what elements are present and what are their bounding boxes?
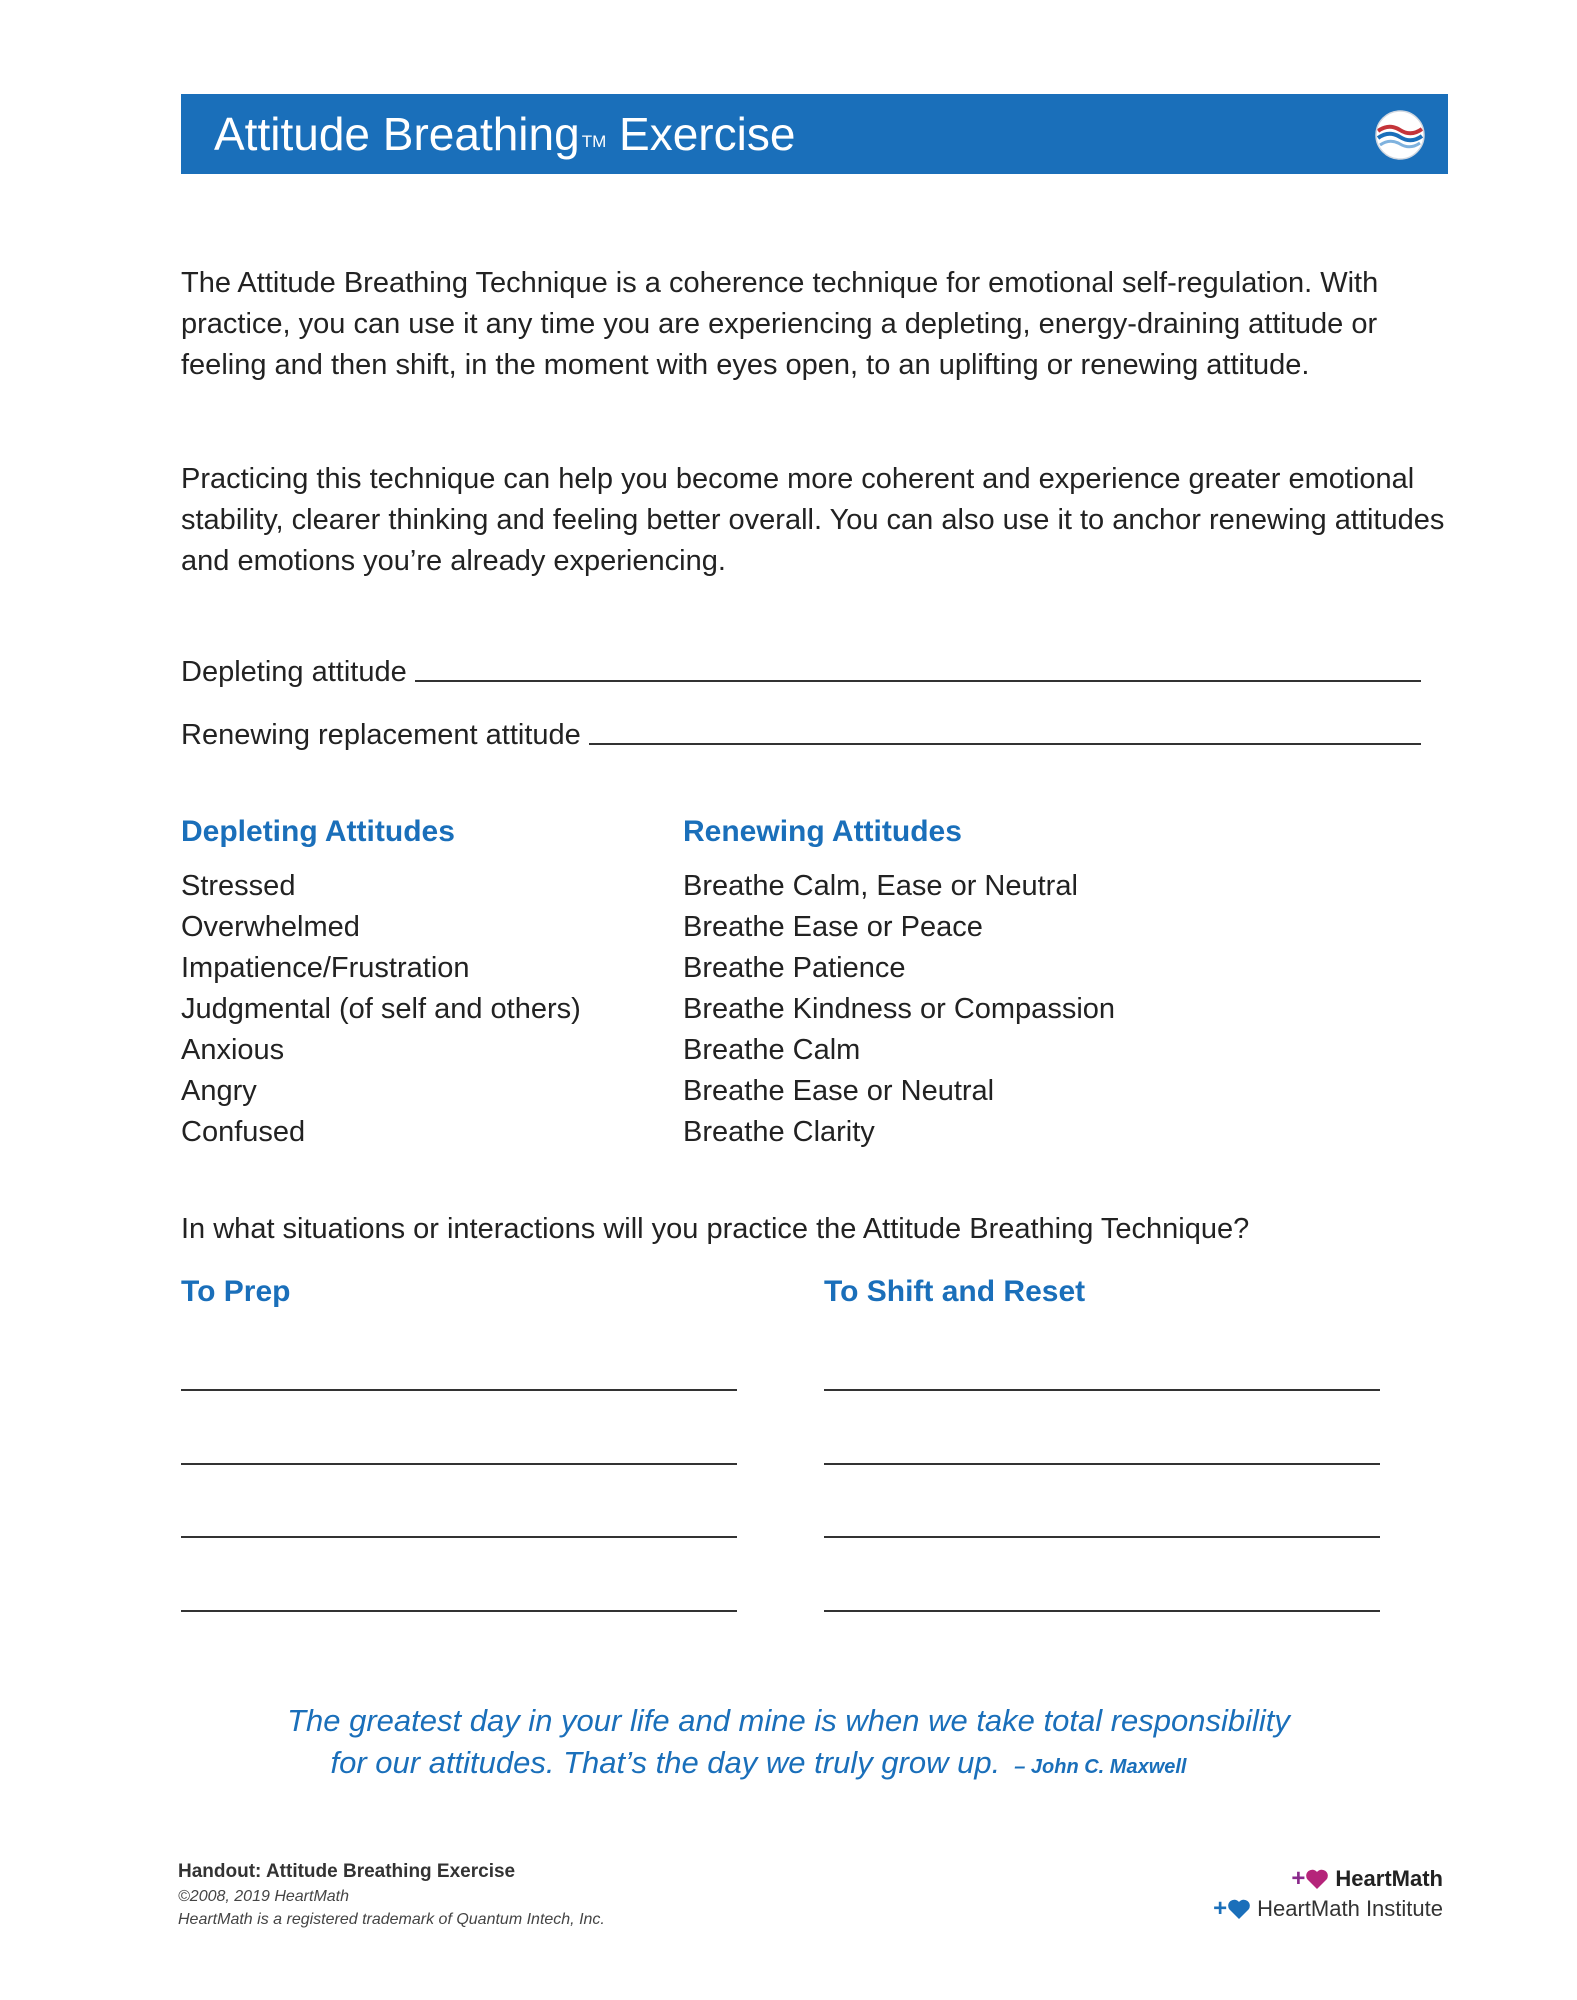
heart-icon: [1227, 1898, 1251, 1920]
depleting-attitudes-list: [181, 866, 581, 1153]
list-item: Angry: [181, 1075, 257, 1107]
quote-line-1: The greatest day in your life and mine is when we take total responsibility: [287, 1703, 1290, 1738]
title-banner: [181, 94, 1448, 174]
plus-icon: +: [1291, 1865, 1306, 1892]
list-item: Breathe Patience: [683, 952, 906, 984]
heartmath-globe-icon: [1374, 109, 1426, 161]
quote-author: – John C. Maxwell: [1014, 1756, 1187, 1778]
renewing-attitude-blank[interactable]: [589, 743, 1421, 745]
intro-paragraph-2: Practicing this technique can help you become more coherent and experience greater emotional stability, clearer thinking and feeling better overall. You can also use it to anchor renewing attitudes and emotions you’re already experiencing.: [181, 463, 1445, 577]
list-item: Confused: [181, 1116, 306, 1148]
intro-paragraph-1: The Attitude Breathing Technique is a coherence technique for emotional self-regulation. With practice, you can use it any time you are experiencing a depleting, energy-draining attitude or feeling and then shift, in the moment with eyes open, to an uplifting or renewing attitude.: [181, 267, 1379, 381]
heartmath-logo: [1213, 1864, 1443, 1894]
depleting-attitude-label: Depleting attitude: [181, 656, 407, 688]
quote-block: [0, 1700, 1577, 1788]
list-item: Breathe Calm: [683, 1034, 861, 1066]
quote-line-2: for our attitudes. That’s the day we truly grow up.: [330, 1745, 1001, 1780]
list-item: Breathe Ease or Neutral: [683, 1075, 995, 1107]
prep-blank-line[interactable]: [181, 1389, 737, 1391]
list-item: Breathe Calm, Ease or Neutral: [683, 870, 1078, 902]
renewing-attitude-field: [181, 715, 1421, 755]
shift-blank-line[interactable]: [824, 1463, 1380, 1465]
to-shift-heading: To Shift and Reset: [824, 1275, 1086, 1308]
list-item: Overwhelmed: [181, 911, 360, 943]
list-item: Breathe Ease or Peace: [683, 911, 983, 943]
handout-title: Handout: Attitude Breathing Exercise: [178, 1861, 516, 1882]
footer-info: [178, 1859, 605, 1931]
list-item: Breathe Clarity: [683, 1116, 875, 1148]
copyright-text: ©2008, 2019 HeartMath: [178, 1888, 350, 1905]
institute-name: HeartMath Institute: [1257, 1896, 1443, 1921]
depleting-attitude-blank[interactable]: [415, 680, 1421, 682]
depleting-attitude-field: [181, 652, 1421, 692]
plus-icon: +: [1213, 1895, 1228, 1922]
renewing-attitude-label: Renewing replacement attitude: [181, 719, 581, 751]
renewing-attitudes-heading: Renewing Attitudes: [683, 815, 962, 848]
practice-question: In what situations or interactions will you practice the Attitude Breathing Technique?: [181, 1213, 1250, 1245]
to-prep-heading: To Prep: [181, 1275, 291, 1308]
brand-logos: [1213, 1864, 1443, 1924]
heart-icon: [1305, 1868, 1329, 1890]
list-item: Breathe Kindness or Compassion: [683, 993, 1116, 1025]
heartmath-institute-logo: [1213, 1894, 1443, 1924]
trademark-note: HeartMath is a registered trademark of Quantum Intech, Inc.: [178, 1911, 605, 1928]
list-item: Impatience/Frustration: [181, 952, 470, 984]
page-title: Attitude Breathing ™ Exercise: [214, 108, 796, 160]
list-item: Stressed: [181, 870, 296, 902]
shift-blank-line[interactable]: [824, 1610, 1380, 1612]
brand-name: HeartMath: [1335, 1866, 1443, 1891]
prep-blank-line[interactable]: [181, 1536, 737, 1538]
trademark-mark: TM: [581, 132, 607, 151]
depleting-attitudes-heading: Depleting Attitudes: [181, 815, 455, 848]
shift-blank-line[interactable]: [824, 1389, 1380, 1391]
list-item: Judgmental (of self and others): [181, 993, 581, 1025]
prep-blank-line[interactable]: [181, 1463, 737, 1465]
shift-blank-line[interactable]: [824, 1536, 1380, 1538]
prep-blank-line[interactable]: [181, 1610, 737, 1612]
list-item: Anxious: [181, 1034, 285, 1066]
renewing-attitudes-list: [683, 866, 1115, 1153]
